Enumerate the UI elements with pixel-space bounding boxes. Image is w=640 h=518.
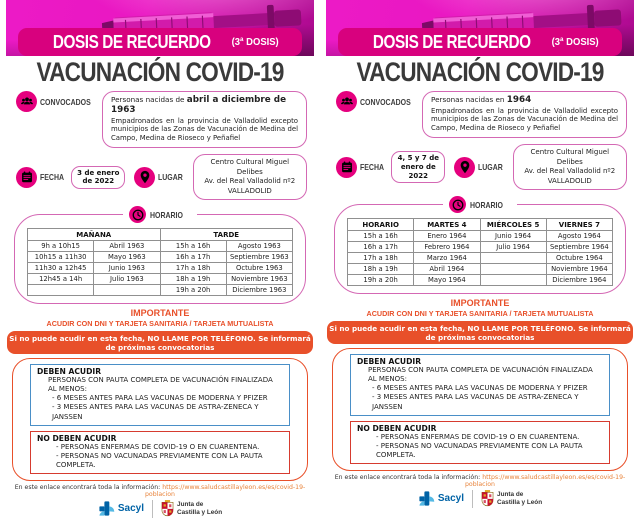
junta-crest-icon [481, 490, 494, 507]
importante-section [320, 298, 640, 344]
dose-banner [338, 28, 622, 56]
table-row [348, 264, 613, 275]
dose-banner-subtitle: (3ª DOSIS) [551, 36, 599, 48]
table-cell: 10h15 a 11h30 [28, 252, 94, 263]
deben-item: - 6 MESES ANTES PARA LAS VACUNAS DE MODERNA Y PFIZER [372, 384, 588, 393]
schedule-table [27, 228, 293, 296]
syringe-photo [6, 0, 314, 56]
location-pin-icon [454, 157, 475, 178]
convocados-header [16, 91, 102, 112]
schedule-table [347, 218, 613, 286]
importante-title: IMPORTANTE [130, 308, 190, 319]
table-row [348, 253, 613, 264]
lugar-line2: Av. del Real Valladolid nº2 [204, 177, 296, 186]
table-row [28, 263, 293, 274]
deben-acudir-box [350, 354, 610, 415]
empadronados-text: Empadronados en la provincia de Valladolid excepto municipios de las Zonas de Vacunación de Medina del Campo, Medina de Rioseco y Peñafiel [431, 106, 618, 133]
table-cell: 17h a 18h [160, 263, 226, 274]
junta-text-line1: Junta de [177, 501, 204, 509]
table-header-row [28, 229, 293, 241]
convocados-box [422, 91, 627, 138]
table-cell: Julio 1964 [480, 242, 546, 253]
fecha-lugar-row [16, 154, 307, 200]
convocados-highlight: 1964 [506, 95, 532, 105]
table-cell: Febrero 1964 [414, 242, 480, 253]
horario-box [334, 204, 626, 294]
dose-banner-subtitle: (3ª DOSIS) [231, 36, 279, 48]
horario-label: HORARIO [470, 199, 504, 210]
logo-divider [472, 490, 473, 508]
table-cell: Septiembre 1963 [226, 252, 292, 263]
footer-link[interactable]: https://www.saludcastillayleon.es/es/covid-19-poblacion [465, 473, 626, 488]
fecha-header [336, 157, 389, 178]
table-cell: Junio 1964 [480, 231, 546, 242]
no-deben-acudir-box [350, 421, 610, 464]
lugar-box [193, 154, 307, 200]
table-cell: Agosto 1963 [226, 241, 292, 252]
dose-banner-title: DOSIS DE RECUERDO [372, 31, 531, 52]
convocados-label: CONVOCADOS [40, 96, 91, 107]
table-cell: Mayo 1963 [94, 252, 160, 263]
table-header-row [348, 219, 613, 231]
no-deben-item: - PERSONAS ENFERMAS DE COVID-19 O EN CUARENTENA. [56, 442, 260, 451]
convocados-row [16, 91, 307, 148]
table-row [348, 231, 613, 242]
table-cell: Octubre 1963 [226, 263, 292, 274]
flyer-1964 [320, 0, 640, 506]
deben-item: - 3 MESES ANTES PARA LAS VACUNAS DE ASTRA-ZENECA Y JANSSEN [52, 403, 259, 421]
importante-subtitle: ACUDIR CON DNI Y TARJETA SANITARIA / TARJETA MUTUALISTA [366, 309, 594, 319]
lugar-header [454, 157, 508, 178]
people-icon [336, 91, 357, 112]
table-cell: Abril 1964 [414, 264, 480, 275]
convocados-highlight: abril a diciembre de 1963 [111, 95, 287, 115]
no-deben-item: - PERSONAS NO VACUNADAS PREVIAMENTE CON LA PAUTA COMPLETA. [56, 451, 263, 469]
table-cell: Mayo 1964 [414, 275, 480, 286]
lugar-line3: VALLADOLID [547, 176, 592, 185]
lugar-line1: Centro Cultural Miguel Delibes [530, 148, 610, 166]
page-title: VACUNACIÓN COVID-19 [356, 57, 604, 87]
table-cell: Diciembre 1963 [226, 285, 292, 296]
page-title: VACUNACIÓN COVID-19 [36, 57, 284, 87]
table-cell: Noviembre 1964 [546, 264, 612, 275]
convocados-label: CONVOCADOS [360, 96, 411, 107]
syringe-photo [326, 0, 634, 56]
convocados-prefix: Personas nacidas en [431, 95, 505, 104]
convocados-line [431, 95, 618, 105]
table-cell: 18h a 19h [348, 264, 414, 275]
horario-header [443, 196, 516, 213]
table-cell: 9h a 10h15 [28, 241, 94, 252]
table-row [28, 252, 293, 263]
sacyl-logo [418, 490, 464, 507]
table-cell: 16h a 17h [348, 242, 414, 253]
junta-crest-icon [161, 500, 174, 517]
table-cell: 19h a 20h [160, 285, 226, 296]
table-cell: Octubre 1964 [546, 253, 612, 264]
footer-info-line [320, 474, 640, 488]
importante-section [0, 308, 320, 354]
no-deben-acudir-box [30, 431, 290, 474]
dose-banner [18, 28, 302, 56]
table-cell: 16h a 17h [160, 252, 226, 263]
lugar-line2: Av. del Real Valladolid nº2 [524, 167, 616, 176]
table-row [28, 274, 293, 285]
table-row [28, 285, 293, 296]
lugar-box [513, 144, 627, 190]
junta-text-line1: Junta de [497, 491, 524, 499]
horario-header [123, 206, 196, 223]
deben-line: PERSONAS CON PAUTA COMPLETA DE VACUNACIÓN FINALIZADA AL MENOS: [368, 366, 593, 384]
table-cell [480, 275, 546, 286]
footer [320, 474, 640, 508]
deben-item: - 6 MESES ANTES PARA LAS VACUNAS DE MODERNA Y PFIZER [52, 394, 268, 403]
table-cell: Marzo 1964 [414, 253, 480, 264]
convocados-row [336, 91, 627, 138]
no-deben-item: - PERSONAS ENFERMAS DE COVID-19 O EN CUARENTENA. [376, 432, 580, 441]
table-header: VIERNES 7 [546, 219, 612, 231]
fecha-label: FECHA [40, 172, 65, 183]
horario-label: HORARIO [150, 209, 184, 220]
no-llame-banner: Si no puede acudir en esta fecha, NO LLAME POR TELÉFONO. Se informará de próximas convocatorias [7, 331, 313, 354]
table-row [28, 241, 293, 252]
sacyl-cross-icon [98, 500, 115, 517]
table-cell: 15h a 16h [348, 231, 414, 242]
table-cell [94, 285, 160, 296]
table-header: HORARIO [348, 219, 414, 231]
sacyl-logo [98, 500, 144, 517]
clock-icon [129, 206, 146, 223]
clock-icon [449, 196, 466, 213]
table-cell: Junio 1963 [94, 263, 160, 274]
location-pin-icon [134, 167, 155, 188]
logos-row [0, 500, 320, 518]
table-cell [480, 253, 546, 264]
no-deben-item: - PERSONAS NO VACUNADAS PREVIAMENTE CON LA PAUTA COMPLETA. [376, 441, 583, 459]
table-cell: Enero 1964 [414, 231, 480, 242]
table-row [348, 242, 613, 253]
junta-text-line2: Castilla y León [177, 508, 223, 516]
junta-logo [481, 490, 542, 507]
lugar-label: LUGAR [478, 162, 504, 173]
lugar-header [134, 167, 188, 188]
junta-logo-text [497, 491, 542, 506]
junta-text-line2: Castilla y León [497, 498, 543, 506]
sacyl-cross-icon [418, 490, 435, 507]
sacyl-logo-text: Sacyl [117, 503, 145, 515]
convocados-prefix: Personas nacidas de [111, 95, 185, 104]
table-cell: 12h45 a 14h [28, 274, 94, 285]
lugar-label: LUGAR [158, 172, 184, 183]
calendar-icon [336, 157, 357, 178]
logos-row [320, 490, 640, 508]
importante-title: IMPORTANTE [450, 298, 510, 309]
footer-text: En este enlace encontrará toda la información: [14, 483, 161, 491]
flyer-1963 [0, 0, 320, 516]
table-header: MAÑANA [28, 229, 161, 241]
convocados-header [336, 91, 422, 112]
table-cell: 15h a 16h [160, 241, 226, 252]
deben-line: PERSONAS CON PAUTA COMPLETA DE VACUNACIÓN FINALIZADA AL MENOS: [48, 376, 273, 394]
convocados-line [111, 95, 298, 115]
lugar-line3: VALLADOLID [227, 186, 272, 195]
horario-box [14, 214, 306, 304]
deben-item: - 3 MESES ANTES PARA LAS VACUNAS DE ASTRA-ZENECA Y JANSSEN [372, 393, 579, 411]
fecha-label: FECHA [360, 162, 385, 173]
table-header: MARTES 4 [414, 219, 480, 231]
table-cell: Agosto 1964 [546, 231, 612, 242]
empadronados-text: Empadronados en la provincia de Valladolid excepto municipios de las Zonas de Vacunación de Medina del Campo, Medina de Rioseco y Peñafiel [111, 116, 298, 143]
fecha-value: 3 de enero de 2022 [71, 166, 125, 190]
table-cell [28, 285, 94, 296]
dose-banner-title: DOSIS DE RECUERDO [52, 31, 211, 52]
table-cell: 11h30 a 12h45 [28, 263, 94, 274]
fecha-value: 4, 5 y 7 de enero de 2022 [391, 151, 445, 183]
table-header: MIÉRCOLES 5 [480, 219, 546, 231]
calendar-icon [16, 167, 37, 188]
table-cell: Abril 1963 [94, 241, 160, 252]
table-header: TARDE [160, 229, 293, 241]
table-cell: Diciembre 1964 [546, 275, 612, 286]
fecha-header [16, 167, 69, 188]
deben-acudir-title: DEBEN ACUDIR [357, 357, 422, 367]
table-cell: Julio 1963 [94, 274, 160, 285]
footer [0, 484, 320, 518]
fecha-lugar-row [336, 144, 627, 190]
table-cell [480, 264, 546, 275]
acudir-section [12, 358, 308, 481]
table-cell: 19h a 20h [348, 275, 414, 286]
no-llame-banner: Si no puede acudir en esta fecha, NO LLAME POR TELÉFONO. Se informará de próximas convocatorias [327, 321, 633, 344]
footer-info-line [0, 484, 320, 498]
sacyl-logo-text: Sacyl [437, 493, 465, 505]
table-row [348, 275, 613, 286]
table-cell: Noviembre 1963 [226, 274, 292, 285]
deben-acudir-title: DEBEN ACUDIR [37, 367, 102, 377]
convocados-box [102, 91, 307, 148]
people-icon [16, 91, 37, 112]
no-deben-acudir-title: NO DEBEN ACUDIR [357, 423, 437, 433]
acudir-section [332, 348, 628, 471]
deben-acudir-box [30, 364, 290, 425]
importante-subtitle: ACUDIR CON DNI Y TARJETA SANITARIA / TARJETA MUTUALISTA [46, 319, 274, 329]
table-cell: 17h a 18h [348, 253, 414, 264]
no-deben-acudir-title: NO DEBEN ACUDIR [37, 433, 117, 443]
table-cell: 18h a 19h [160, 274, 226, 285]
footer-link[interactable]: https://www.saludcastillayleon.es/es/covid-19-poblacion [145, 483, 306, 498]
lugar-line1: Centro Cultural Miguel Delibes [210, 158, 290, 176]
junta-logo-text [177, 501, 222, 516]
logo-divider [152, 500, 153, 518]
table-cell: Septiembre 1964 [546, 242, 612, 253]
footer-text: En este enlace encontrará toda la información: [334, 473, 481, 481]
junta-logo [161, 500, 222, 517]
